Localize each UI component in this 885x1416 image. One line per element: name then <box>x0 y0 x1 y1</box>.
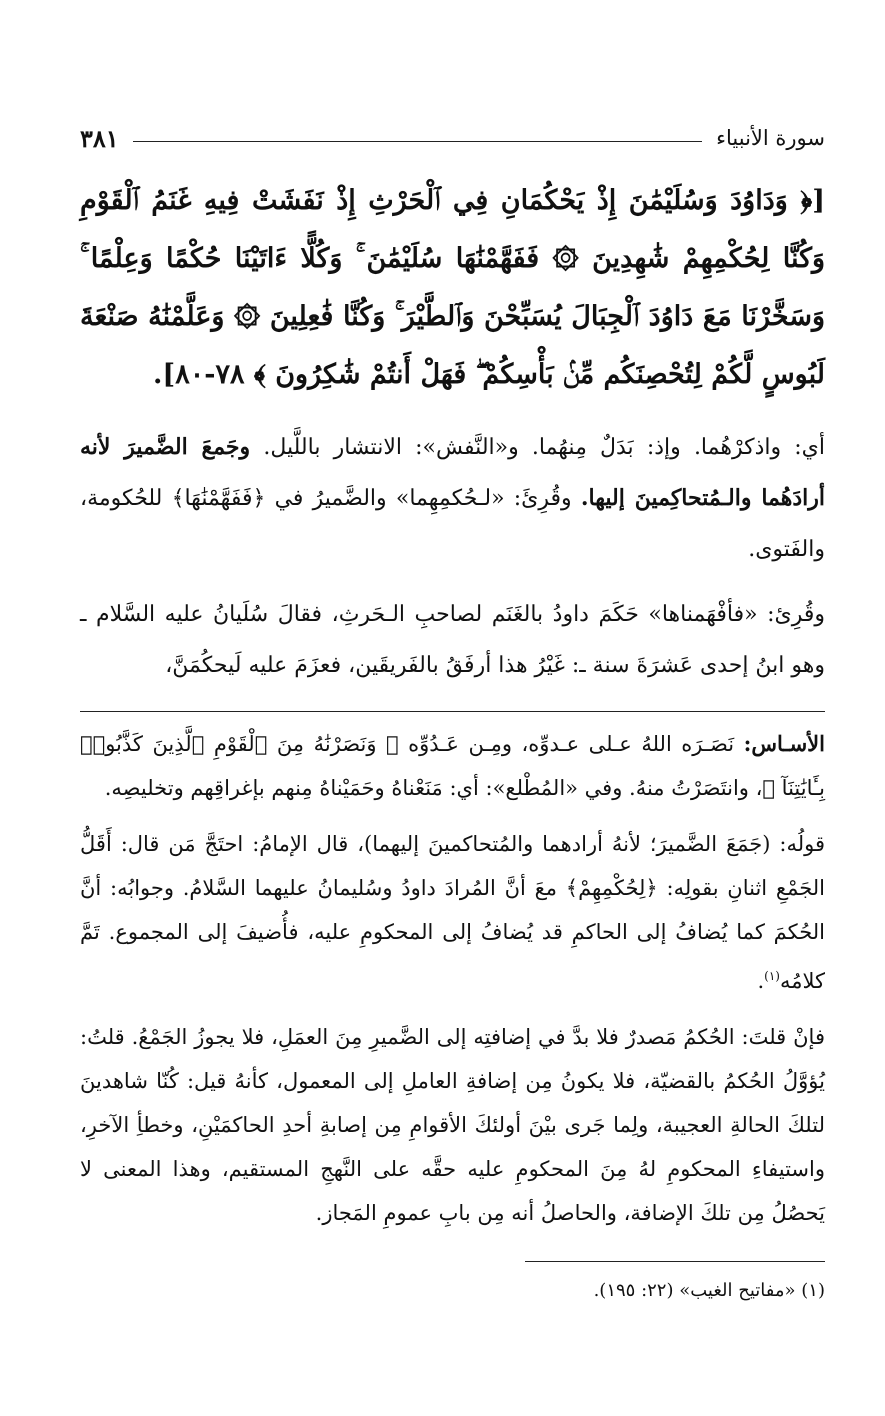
note-label: الأسـاس: <box>743 731 825 756</box>
footnote-reference[interactable]: (١) <box>764 969 780 983</box>
commentary-text: أي: واذكرْهُما. وإذ: بَدَلٌ مِنهُما. و«النَّفش»: الانتشار باللَّيل. <box>250 435 826 460</box>
surah-title: سورة الأنبياء <box>716 126 825 150</box>
page-header <box>80 118 825 158</box>
note-paragraph-3: فإنْ قلتَ: الحُكمُ مَصدرٌ فلا بدَّ في إضافتِه إلى الضَّميرِ مِنَ العمَلِ، فلا يجوزُ الجَمْعُ. قلتُ: يُؤوَّلُ الحُكمُ بالقضيّة، فلا يكونُ مِن إضافةِ العاملِ إلى المعمول، كأنهُ قيل: كُنّا شاهدينَ لتلكَ الحالةِ العجيبة، ولِما جَرى بيْنَ أولئكَ الأقوامِ مِن إصابةِ أحدِ الحاكمَيْنِ، وخطأِ الآخرِ، واستيفاءِ المحكومِ لهُ مِنَ المحكومِ عليه حقَّه على النَّهجِ المستقيم، وهذا المعنى لا يَحصُلُ مِن تلكَ الإضافة، والحاصلُ أنه مِن بابِ عمومِ المَجاز. <box>80 1025 825 1225</box>
page-number: ٣٨١ <box>80 123 119 153</box>
note-paragraph-1 <box>80 722 825 810</box>
note-text: قولُه: (جَمَعَ الضَّميرَ؛ لأنهُ أرادهما والمُتحاكمينَ إليهما)، قال الإمامُ: احتَجَّ مَن قال: أَقَلُّ الجَمْعِ اثنانِ بقولِه: ﴿لِحُكْمِهِمْ﴾ معَ أنَّ المُرادَ داودُ وسُليمانُ عليهما السَّلامُ. وجوابُه: أنَّ الحُكمَ كما يُضافُ إلى الحاكمِ قد يُضافُ إلى المحكومِ عليه، فأُضيفَ إلى المجموع. تَمَّ كلامُه <box>80 832 825 993</box>
commentary-text: وقُرِئَ: «لـحُكمِهِما» والضَّميرُ في ﴿فَفَهَّمْنَٰهَا﴾ للحُكومة، والفَتوى. <box>80 486 825 562</box>
quran-verse: [﴿ وَدَاوُدَ وَسُلَيْمَٰنَ إِذْ يَحْكُمَانِ فِي ٱلْحَرْثِ إِذْ نَفَشَتْ فِيهِ غَنَمُ ٱلْقَوْمِ وَكُنَّا لِحُكْمِهِمْ شَٰهِدِينَ ۞ فَفَهَّمْنَٰهَا سُلَيْمَٰنَ ۚ وَكُلًّا ءَاتَيْنَا حُكْمًا وَعِلْمًا ۚ وَسَخَّرْنَا مَعَ دَاوُدَ ٱلْجِبَالَ يُسَبِّحْنَ وَٱلطَّيْرَ ۚ وَكُنَّا فَٰعِلِينَ ۞ وَعَلَّمْنَٰهُ صَنْعَةَ لَبُوسٍ لَّكُمْ لِتُحْصِنَكُم مِّنۢ بَأْسِكُمْ ۖ فَهَلْ أَنتُمْ شَٰكِرُونَ ﴾ ٧٨-٨٠]. <box>80 185 825 390</box>
note-paragraph-2: قولُه: (جَمَعَ الضَّميرَ؛ لأنهُ أرادهما والمُتحاكمينَ إليهما)، قال الإمامُ: احتَجَّ مَن قال: أَقَلُّ الجَمْعِ اثنانِ بقولِه: ﴿لِحُكْمِهِمْ﴾ معَ أنَّ المُرادَ داودُ وسُليمانُ عليهما السَّلامُ. وجوابُه: أنَّ الحُكمَ كما يُضافُ إلى الحاكمِ قد يُضافُ إلى المحكومِ عليه، فأُضيفَ إلى المجموع. تَمَّ كلامُه$^{(١)}$. <box>80 832 825 993</box>
footnote: (١) «مفاتيح الغيب» (٢٢: ١٩٥). <box>593 1280 825 1301</box>
commentary-paragraph-2: وقُرِئ: «فأفْهَمناها» حَكَمَ داودُ بالغَنَم لصاحبِ الـحَرثِ، فقالَ سُلَيانُ عليه السَّلام ـ وهو ابنُ إحدى عَشرَةَ سنة ـ: غَيْرُ هذا أرفَقُ بالفَريقَين، فعزَمَ عليه لَيحكُمَنَّ، <box>80 602 825 678</box>
book-page <box>80 118 825 1306</box>
note-text: نَصَـرَه اللهُ عـلى عـدوِّه، ومِـن عَـدُوِّه ﴿ وَنَصَرْنَٰهُ مِنَ ٱلْقَوْمِ ٱلَّذِينَ كَذَّبُوا۟ بِـَٔايَٰتِنَآ ﴾، وانتَصَرْتُ منهُ. وفي «المُطْلع»: أي: مَنَعْناهُ وحَمَيْناهُ مِنهم بإغراقِهم وتخليصِه. <box>80 732 825 800</box>
commentary-paragraph-1 <box>80 422 825 575</box>
header-rule <box>133 141 702 142</box>
commentary-bold-text: وجَمعَ الضَّميرَ لأنه أرادَهُما والـمُتحاكِمينَ إليها. <box>80 434 825 511</box>
section-divider <box>80 711 825 712</box>
footnote-divider <box>525 1261 825 1262</box>
